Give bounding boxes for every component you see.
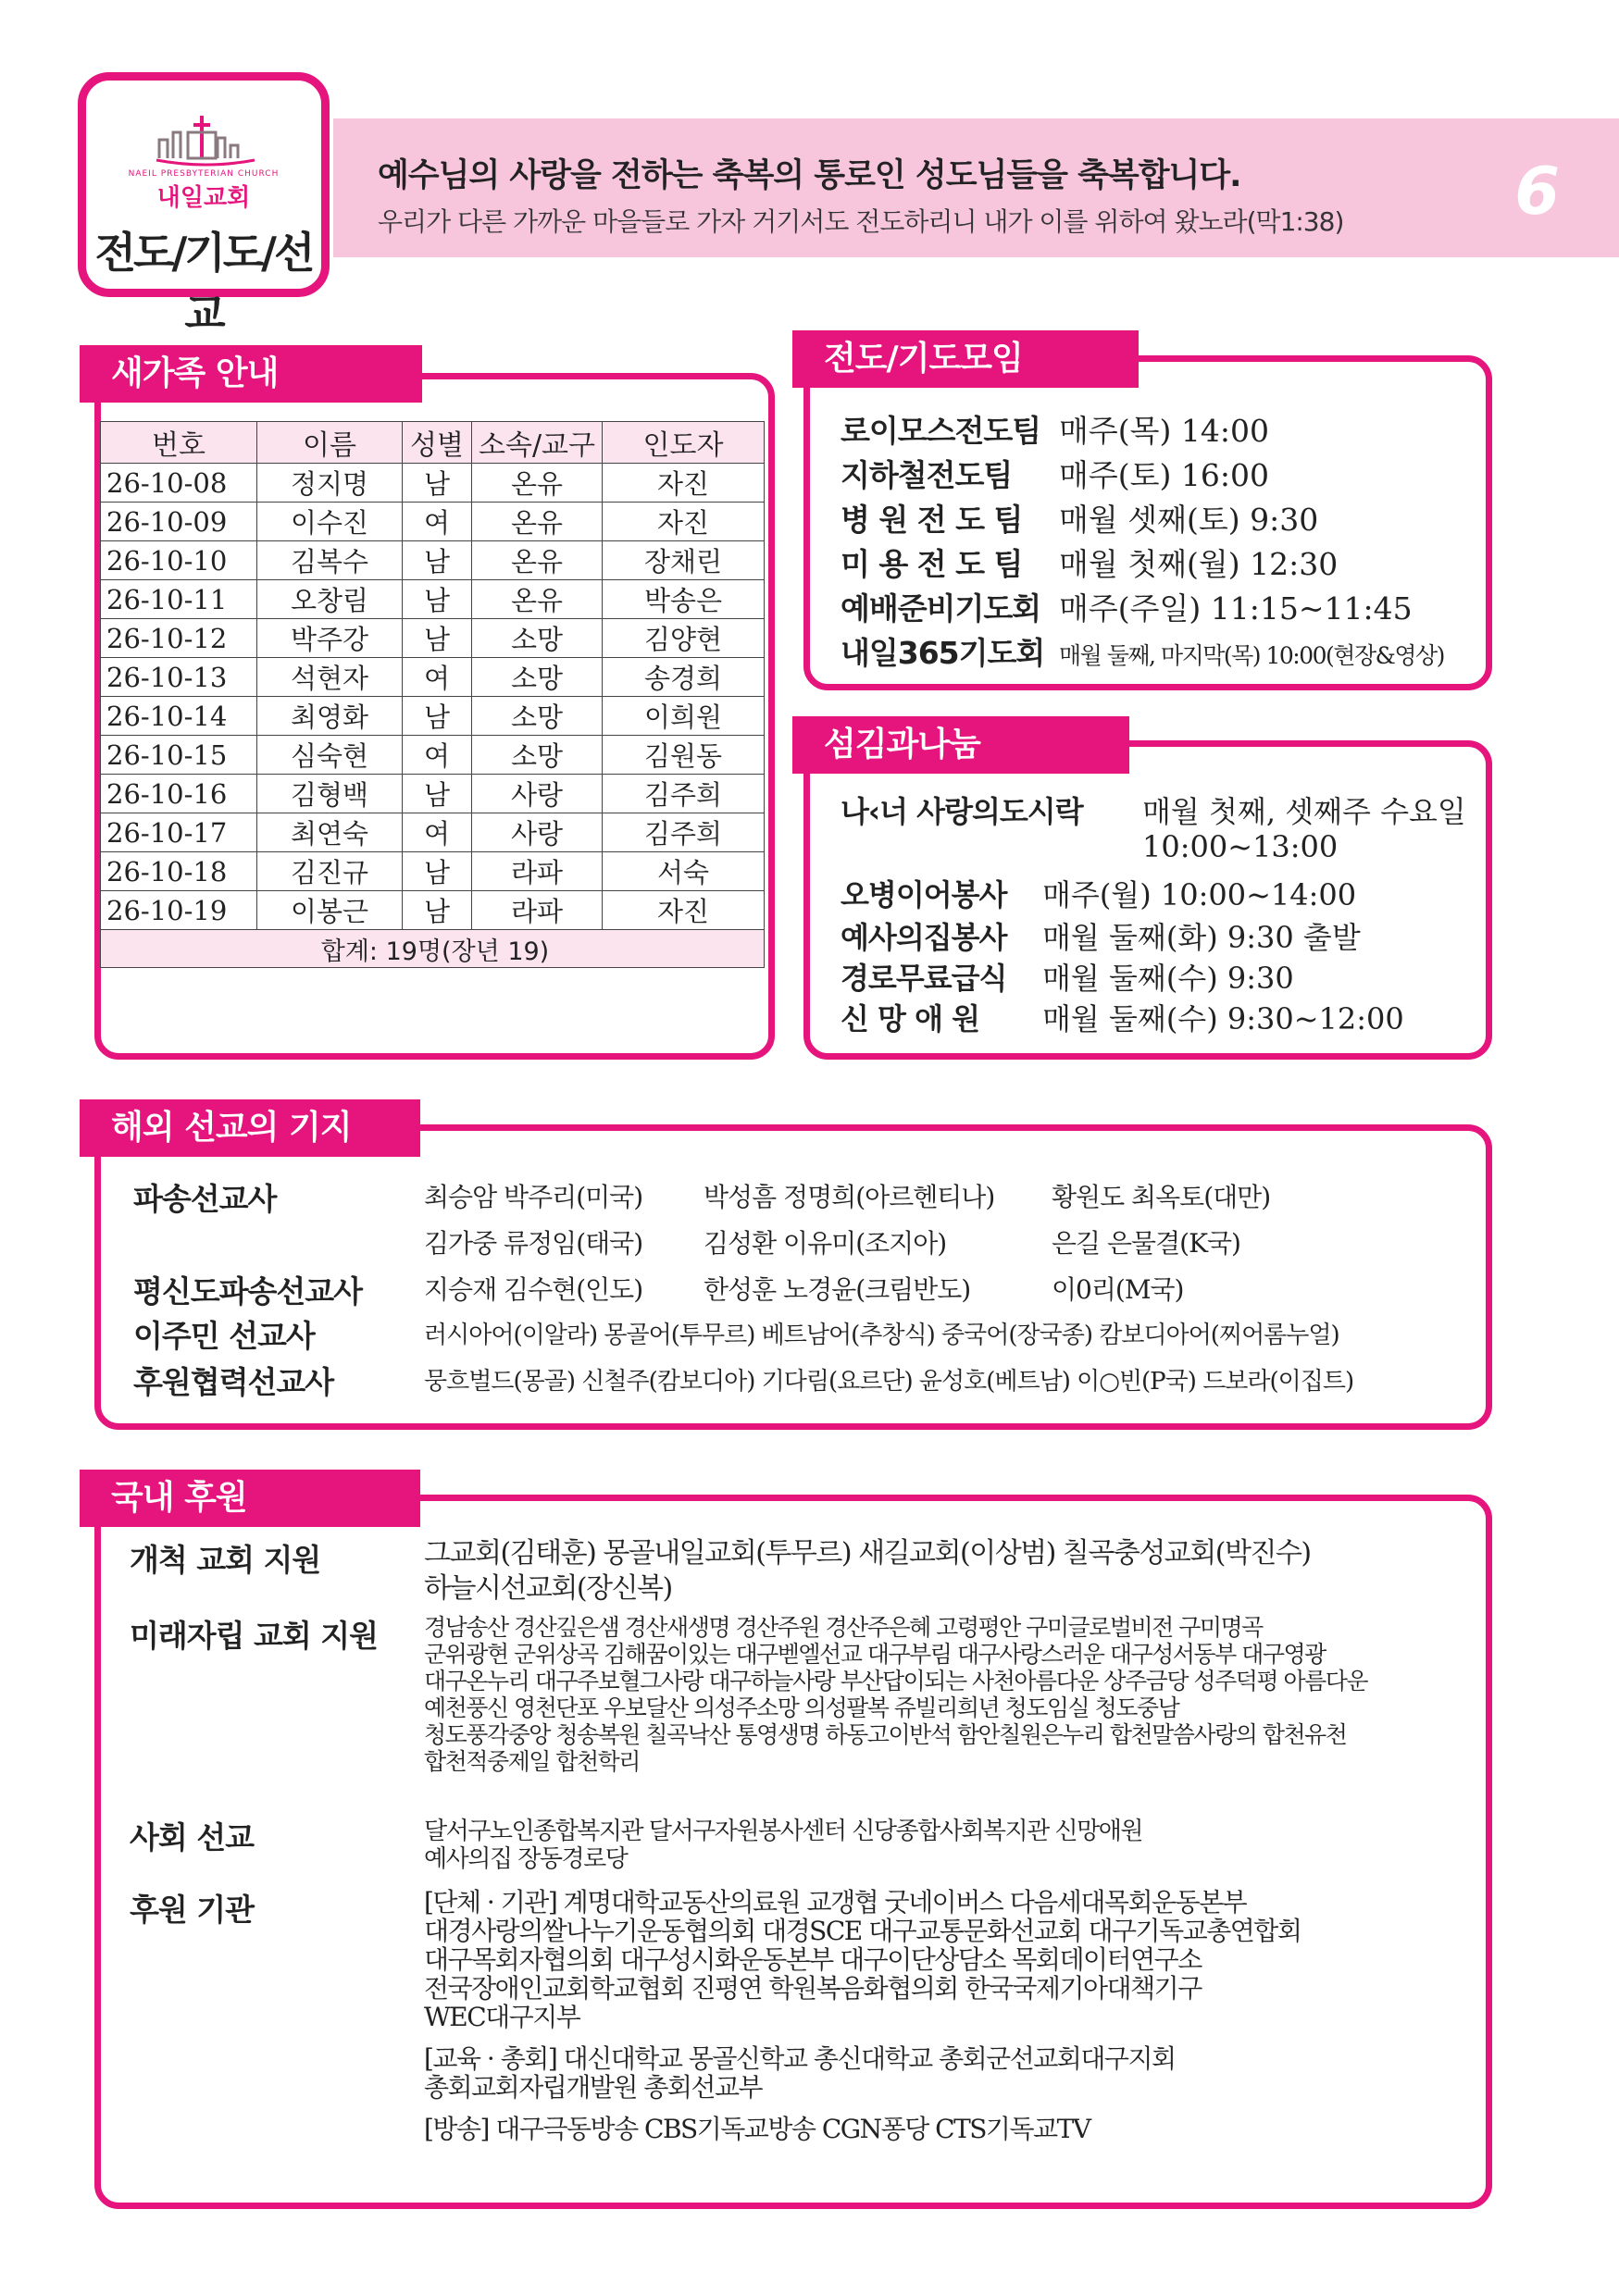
service-time-continued bbox=[1142, 829, 1338, 864]
new-family-title: 새가족 안내 bbox=[111, 354, 279, 392]
social-label: 사회 선교 bbox=[130, 1819, 255, 1855]
social-line-1: 달서구노인종합복지관 달서구자원봉사센터 신당종합사회복지관 신망애원 bbox=[424, 1818, 1143, 1845]
cell-guide: 김주희 bbox=[603, 813, 765, 852]
cell-number: 26-10-10 bbox=[101, 541, 257, 580]
table-row bbox=[101, 464, 765, 503]
service-row bbox=[841, 872, 1356, 914]
table-row bbox=[101, 813, 765, 852]
service-label: 경로무료급식 bbox=[841, 961, 1007, 996]
cell-group: 소망 bbox=[472, 736, 603, 775]
org-line: 전국장애인교회학교협회 진평연 학원복음화협의회 한국국제기아대책기구 bbox=[424, 1973, 1202, 2004]
support-missionary-label: 후원협력선교사 bbox=[133, 1364, 334, 1400]
cell-group: 라파 bbox=[472, 891, 603, 930]
cell-name: 박주강 bbox=[257, 619, 403, 658]
cell-guide: 박송은 bbox=[603, 580, 765, 619]
overseas-title: 해외 선교의 기지 bbox=[111, 1109, 352, 1147]
dispatched-label: 파송선교사 bbox=[133, 1181, 277, 1217]
cell-guide: 자진 bbox=[603, 503, 765, 541]
section-title: 전도/기도/선교 bbox=[94, 228, 313, 339]
service-label: 오병이어봉사 bbox=[841, 877, 1007, 912]
meeting-time: 매월 첫째(월) 12:30 bbox=[1059, 546, 1339, 582]
table-row bbox=[101, 580, 765, 619]
meetings-title: 전도/기도모임 bbox=[824, 340, 1023, 378]
meeting-row bbox=[841, 540, 1338, 584]
meeting-label: 병 원 전 도 팀 bbox=[841, 502, 1023, 538]
org-label: 후원 기관 bbox=[130, 1892, 255, 1928]
planting-line-1: 그교회(김태훈) 몽골내일교회(투무르) 새길교회(이상범) 칠곡충성교회(박진수) bbox=[424, 1537, 1311, 1570]
dispatched-1-1: 최승암 박주리(미국) bbox=[424, 1182, 643, 1212]
meeting-row bbox=[841, 585, 1413, 628]
cell-guide: 자진 bbox=[603, 891, 765, 930]
col-header-number: 번호 bbox=[101, 422, 257, 464]
cell-guide: 장채린 bbox=[603, 541, 765, 580]
service-row bbox=[841, 788, 1466, 831]
cell-guide: 김양현 bbox=[603, 619, 765, 658]
cell-name: 오창림 bbox=[257, 580, 403, 619]
new-family-rows bbox=[101, 464, 765, 968]
col-header-group: 소속/교구 bbox=[472, 422, 603, 464]
table-row bbox=[101, 658, 765, 697]
cell-number: 26-10-19 bbox=[101, 891, 257, 930]
table-row bbox=[101, 541, 765, 580]
section-logo-box bbox=[78, 72, 330, 339]
cell-name: 이수진 bbox=[257, 503, 403, 541]
support-list: 뭉흐벌드(몽골) 신철주(캄보디아) 기다림(요르단) 윤성호(베트남) 이○빈(P국) 드보라(이집트) bbox=[424, 1368, 1354, 1396]
new-family-table bbox=[100, 421, 765, 968]
meetings-tab bbox=[792, 330, 1139, 388]
cell-number: 26-10-14 bbox=[101, 697, 257, 736]
cell-guide: 자진 bbox=[603, 464, 765, 503]
new-family-tab bbox=[80, 345, 422, 403]
col-header-guide: 인도자 bbox=[603, 422, 765, 464]
table-row bbox=[101, 891, 765, 930]
cell-guide: 김원동 bbox=[603, 736, 765, 775]
cell-name: 최연숙 bbox=[257, 813, 403, 852]
table-header-row bbox=[101, 422, 765, 464]
cell-number: 26-10-13 bbox=[101, 658, 257, 697]
future-line-6: 합천적중제일 합천학리 bbox=[424, 1748, 640, 1775]
table-row bbox=[101, 619, 765, 658]
cell-gender: 여 bbox=[403, 503, 472, 541]
church-logo-icon bbox=[155, 112, 256, 168]
planting-line-2: 하늘시선교회(장신복) bbox=[424, 1572, 672, 1605]
cell-name: 이봉근 bbox=[257, 891, 403, 930]
service-row bbox=[841, 955, 1294, 998]
meeting-row bbox=[841, 496, 1318, 540]
cell-name: 정지명 bbox=[257, 464, 403, 503]
cell-guide: 이희원 bbox=[603, 697, 765, 736]
table-row bbox=[101, 503, 765, 541]
meeting-label: 예배준비기도회 bbox=[841, 590, 1041, 627]
social-line-2: 예사의집 장동경로당 bbox=[424, 1845, 628, 1873]
dispatched-2-2: 김성환 이유미(조지아) bbox=[704, 1228, 947, 1259]
lay-missionary-label: 평신도파송선교사 bbox=[133, 1273, 363, 1309]
service-tab bbox=[792, 716, 1129, 774]
cell-gender: 남 bbox=[403, 541, 472, 580]
org-line: [단체 · 기관] 계명대학교동산의료원 교갱협 굿네이버스 다음세대목회운동본부 bbox=[424, 1887, 1247, 1917]
cell-group: 소망 bbox=[472, 619, 603, 658]
logo-subtitle: NAEIL PRESBYTERIAN CHURCH bbox=[128, 169, 280, 179]
service-time: 매월 둘째(수) 9:30 bbox=[1042, 961, 1294, 996]
dispatched-2-3: 은길 은물결(K국) bbox=[1052, 1228, 1240, 1259]
logo-church-name: 내일교회 bbox=[156, 184, 251, 212]
meeting-time: 매주(주일) 11:15~11:45 bbox=[1059, 590, 1413, 627]
meeting-time: 매주(목) 14:00 bbox=[1059, 413, 1269, 449]
service-time: 매월 첫째, 셋째주 수요일 bbox=[1142, 794, 1466, 829]
cell-number: 26-10-16 bbox=[101, 775, 257, 813]
overseas-tab bbox=[80, 1099, 420, 1157]
cell-number: 26-10-18 bbox=[101, 852, 257, 891]
meeting-label: 미 용 전 도 팀 bbox=[841, 546, 1023, 582]
service-title: 섬김과나눔 bbox=[824, 726, 980, 763]
org-line: 대경사랑의쌀나누기운동협의회 대경SCE 대구교통문화선교회 대구기독교총연합회 bbox=[424, 1916, 1301, 1946]
cell-name: 김진규 bbox=[257, 852, 403, 891]
cell-gender: 남 bbox=[403, 891, 472, 930]
org-line: [방송] 대구극동방송 CBS기독교방송 CGN퐁당 CTS기독교TV bbox=[424, 2114, 1090, 2144]
cell-gender: 남 bbox=[403, 775, 472, 813]
table-row bbox=[101, 736, 765, 775]
cell-group: 소망 bbox=[472, 697, 603, 736]
header-band bbox=[333, 118, 1619, 257]
header-verse: 우리가 다른 가까운 마을들로 가자 거기서도 전도하리니 내가 이를 위하여 왔노라(막1:38) bbox=[378, 206, 1344, 237]
cell-gender: 여 bbox=[403, 736, 472, 775]
table-total-row bbox=[101, 930, 765, 968]
org-line: WEC대구지부 bbox=[424, 2002, 580, 2032]
service-row bbox=[841, 914, 1361, 957]
cell-number: 26-10-09 bbox=[101, 503, 257, 541]
cell-name: 김복수 bbox=[257, 541, 403, 580]
meeting-time: 매월 셋째(토) 9:30 bbox=[1059, 502, 1319, 538]
migrant-list: 러시아어(이알라) 몽골어(투무르) 베트남어(추창식) 중국어(장국종) 캄보디아어(찌어롬누얼) bbox=[424, 1322, 1339, 1349]
meeting-row bbox=[841, 629, 1444, 673]
meeting-row bbox=[841, 407, 1269, 451]
cell-number: 26-10-08 bbox=[101, 464, 257, 503]
cell-gender: 남 bbox=[403, 619, 472, 658]
service-label: 예사의집봉사 bbox=[841, 920, 1007, 955]
cell-group: 온유 bbox=[472, 503, 603, 541]
cell-name: 김형백 bbox=[257, 775, 403, 813]
org-line: [교육 · 총회] 대신대학교 몽골신학교 총신대학교 총회군선교회대구지회 bbox=[424, 2043, 1176, 2074]
domestic-tab bbox=[80, 1470, 420, 1527]
cell-number: 26-10-15 bbox=[101, 736, 257, 775]
lay-2: 한성훈 노경윤(크림반도) bbox=[704, 1274, 971, 1305]
cell-group: 온유 bbox=[472, 541, 603, 580]
cell-gender: 남 bbox=[403, 697, 472, 736]
future-line-4: 예천풍신 영천단포 우보달산 의성주소망 의성팔복 쥬빌리희년 청도임실 청도중남 bbox=[424, 1694, 1179, 1721]
table-row bbox=[101, 775, 765, 813]
meeting-row bbox=[841, 452, 1269, 495]
meeting-time: 매주(토) 16:00 bbox=[1059, 457, 1269, 493]
meeting-label: 지하철전도팀 bbox=[841, 457, 1013, 493]
meeting-label: 로이모스전도팀 bbox=[841, 413, 1041, 449]
future-line-2: 군위광현 군위상곡 김해꿈이있는 대구벧엘선교 대구부림 대구사랑스러운 대구성서동부 대구영광 bbox=[424, 1641, 1326, 1668]
cell-gender: 남 bbox=[403, 852, 472, 891]
org-line: 대구목회자협의회 대구성시화운동본부 대구이단상담소 목회데이터연구소 bbox=[424, 1944, 1202, 1975]
service-time: 매월 둘째(화) 9:30 출발 bbox=[1042, 920, 1361, 955]
col-header-name: 이름 bbox=[257, 422, 403, 464]
cell-guide: 김주희 bbox=[603, 775, 765, 813]
cell-gender: 여 bbox=[403, 658, 472, 697]
cell-group: 온유 bbox=[472, 464, 603, 503]
table-row bbox=[101, 852, 765, 891]
dispatched-1-3: 황원도 최옥토(대만) bbox=[1052, 1182, 1271, 1212]
service-time: 매월 둘째(수) 9:30~12:00 bbox=[1042, 1001, 1404, 1036]
cell-name: 심숙현 bbox=[257, 736, 403, 775]
cell-group: 소망 bbox=[472, 658, 603, 697]
domestic-box bbox=[94, 1495, 1492, 2209]
future-line-1: 경남송산 경산깊은샘 경산새생명 경산주원 경산주은혜 고령평안 구미글로벌비전 구미명곡 bbox=[424, 1614, 1263, 1641]
cell-group: 사랑 bbox=[472, 775, 603, 813]
cell-gender: 남 bbox=[403, 464, 472, 503]
cell-gender: 남 bbox=[403, 580, 472, 619]
planting-label: 개척 교회 지원 bbox=[130, 1542, 321, 1578]
cell-guide: 서숙 bbox=[603, 852, 765, 891]
service-label: 나‹너 사랑의도시락 bbox=[841, 794, 1083, 829]
meeting-time: 매월 둘째, 마지막(목) 10:00(현장&영상) bbox=[1059, 642, 1444, 669]
service-time-second-line: 10:00~13:00 bbox=[1142, 829, 1339, 864]
cell-number: 26-10-11 bbox=[101, 580, 257, 619]
cell-number: 26-10-17 bbox=[101, 813, 257, 852]
org-line: 총회교회자립개발원 총회선교부 bbox=[424, 2072, 763, 2103]
future-label: 미래자립 교회 지원 bbox=[130, 1618, 379, 1654]
cell-name: 최영화 bbox=[257, 697, 403, 736]
page-number: 6 bbox=[1514, 154, 1560, 230]
migrant-missionary-label: 이주민 선교사 bbox=[133, 1318, 315, 1354]
total-cell: 합계: 19명(장년 19) bbox=[101, 930, 765, 968]
service-label: 신 망 애 원 bbox=[841, 1001, 980, 1036]
cell-group: 온유 bbox=[472, 580, 603, 619]
dispatched-2-1: 김가중 류정임(태국) bbox=[424, 1228, 643, 1259]
meeting-label: 내일365기도회 bbox=[841, 635, 1045, 671]
cell-gender: 여 bbox=[403, 813, 472, 852]
cell-number: 26-10-12 bbox=[101, 619, 257, 658]
future-line-5: 청도풍각중앙 청송복원 칠곡낙산 통영생명 하동고이반석 함안칠원은누리 합천말씀사랑의 합천유천 bbox=[424, 1721, 1347, 1748]
dispatched-1-2: 박성흠 정명희(아르헨티나) bbox=[704, 1182, 995, 1212]
lay-1: 지승재 김수현(인도) bbox=[424, 1274, 643, 1305]
header-blessing: 예수님의 사랑을 전하는 축복의 통로인 성도님들을 축복합니다. bbox=[378, 157, 1241, 194]
domestic-title: 국내 후원 bbox=[111, 1479, 247, 1517]
cell-name: 석현자 bbox=[257, 658, 403, 697]
cell-group: 라파 bbox=[472, 852, 603, 891]
future-line-3: 대구온누리 대구주보혈그사랑 대구하늘사랑 부산답이되는 사천아름다운 상주금당 성주덕평 아름다운 bbox=[424, 1668, 1368, 1694]
cell-guide: 송경희 bbox=[603, 658, 765, 697]
cell-group: 사랑 bbox=[472, 813, 603, 852]
col-header-gender: 성별 bbox=[403, 422, 472, 464]
service-time: 매주(월) 10:00~14:00 bbox=[1042, 877, 1357, 912]
table-row bbox=[101, 697, 765, 736]
service-row bbox=[841, 996, 1404, 1038]
lay-3: 이0리(M국) bbox=[1052, 1274, 1184, 1305]
